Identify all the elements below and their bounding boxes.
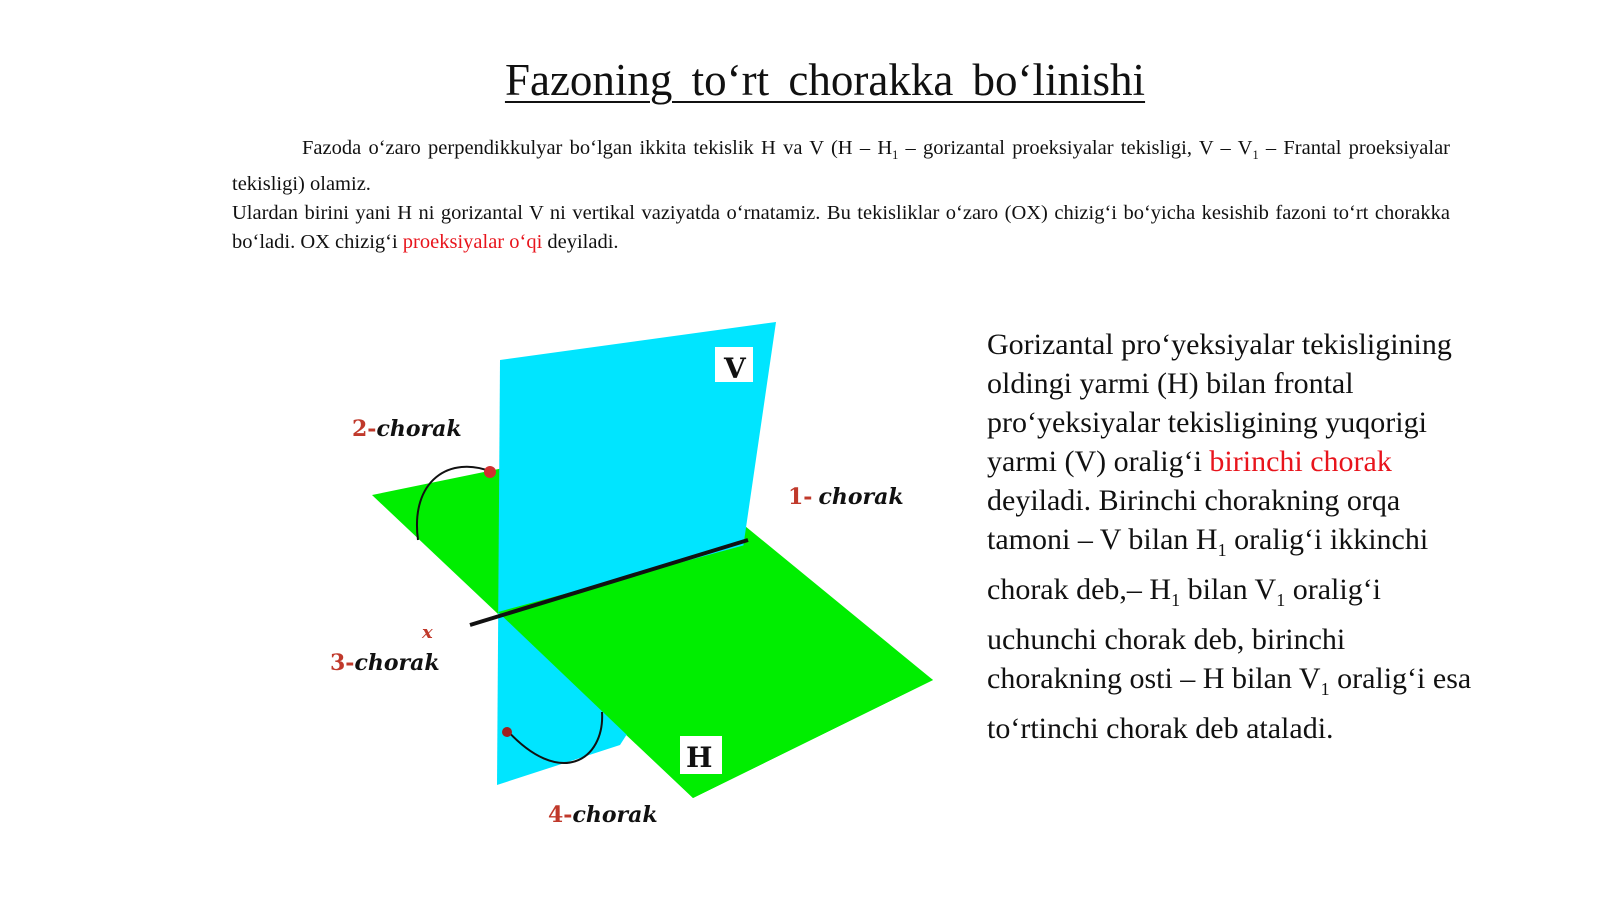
v-plane-label: V bbox=[724, 352, 746, 385]
quadrant-number: 3- bbox=[330, 650, 355, 676]
quadrant-number: 4- bbox=[548, 802, 573, 828]
intro-text: Fazoda o‘zaro perpendikkulyar bo‘lgan ikkita tekislik H va V (H – H bbox=[302, 137, 893, 159]
subscript: 1 bbox=[1320, 679, 1330, 699]
highlight-term: birinchi chorak bbox=[1209, 445, 1392, 478]
quadrant-2-label bbox=[352, 416, 462, 442]
slide-title: Fazoning to‘rt chorakka bo‘linishi bbox=[504, 55, 1146, 105]
quadrant-number: 1- bbox=[788, 484, 813, 510]
intro-text: – Frantal proeksiyalar tekisligi) olamiz. bbox=[232, 137, 1450, 196]
x-axis-label: x bbox=[422, 622, 433, 643]
text: Gorizantal pro‘yeksiyalar tekisligining oldingi yarmi (H) bilan frontal pro‘yeksiyalar tekisligining yuqorigi yarmi (V) oralig‘i bbox=[987, 328, 1452, 478]
quadrant-number: 2- bbox=[352, 416, 377, 442]
explanation-text bbox=[987, 325, 1487, 748]
quadrant-text: chorak bbox=[354, 650, 440, 676]
intro-text: – gorizantal proeksiyalar tekisligi, V – V bbox=[898, 137, 1253, 159]
text: oralig‘i ikkinchi chorak deb,– H bbox=[987, 523, 1429, 606]
text: bilan V bbox=[1180, 573, 1277, 606]
arrow-head-icon bbox=[484, 466, 496, 478]
intro-text: deyiladi. bbox=[542, 231, 619, 254]
subscript: 1 bbox=[892, 148, 899, 163]
text: oralig‘i esa to‘rtinchi chorak deb ataladi. bbox=[987, 662, 1472, 745]
subscript: 1 bbox=[1171, 590, 1181, 610]
quadrant-text: chorak bbox=[572, 802, 658, 828]
subscript: 1 bbox=[1217, 540, 1227, 560]
quadrant-text: chorak bbox=[818, 484, 904, 510]
text: deyiladi. Birinchi chorakning orqa tamoni – V bilan H bbox=[987, 484, 1401, 556]
highlight-term: proeksiyalar o‘qi bbox=[402, 231, 543, 254]
subscript: 1 bbox=[1252, 148, 1259, 163]
arrow-head-icon bbox=[502, 727, 512, 737]
quadrant-3-label bbox=[330, 650, 440, 676]
quadrant-1-label bbox=[788, 484, 904, 510]
h-plane-label: H bbox=[686, 741, 713, 774]
quadrant-4-label bbox=[548, 802, 658, 828]
intro-text: Ulardan birini yani H ni gorizantal V ni vertikal vaziyatda o‘rnatamiz. Bu tekisliklar o‘zaro (OX) chizig‘i bo‘yicha kesishib fazoni to‘rt chorakka bo‘ladi. OX chizig‘i bbox=[232, 202, 1450, 254]
text: oralig‘i uchunchi chorak deb, birinchi chorakning osti – H bilan V bbox=[987, 573, 1382, 695]
quadrant-text: chorak bbox=[376, 416, 462, 442]
subscript: 1 bbox=[1276, 590, 1286, 610]
